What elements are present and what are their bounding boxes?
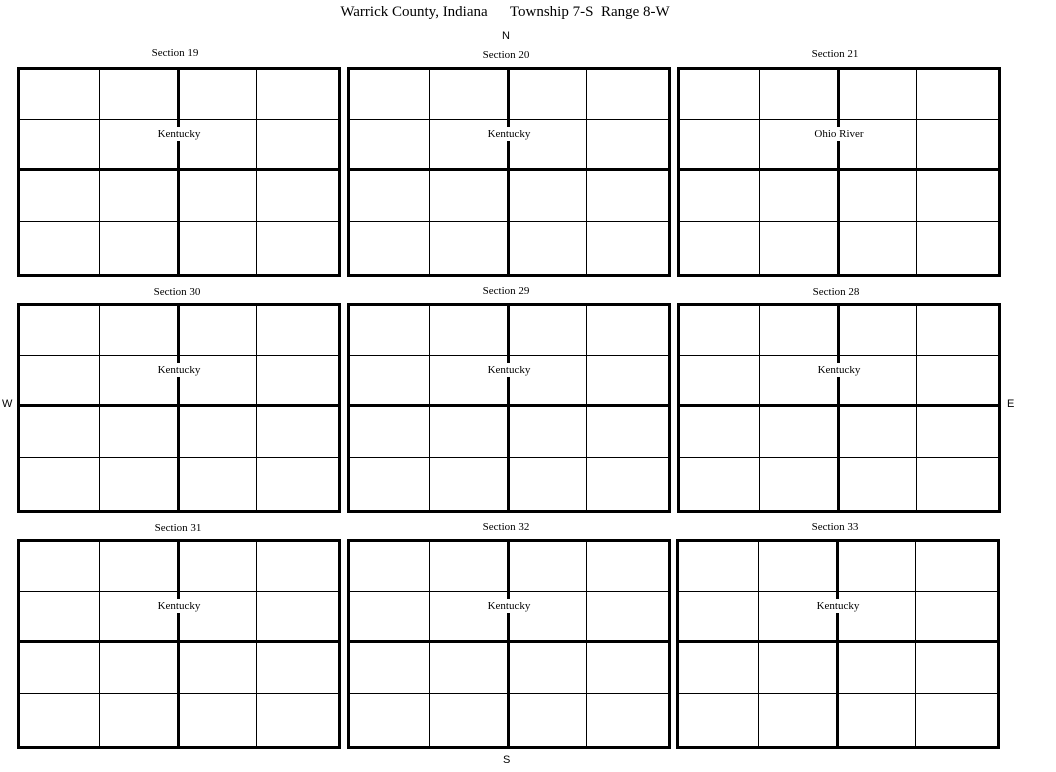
place-label: Kentucky	[814, 363, 865, 377]
section-grid-20	[347, 67, 671, 277]
section-label: Section 20	[482, 49, 530, 61]
place-label: Kentucky	[154, 127, 205, 141]
place-label: Kentucky	[154, 363, 205, 377]
section-label: Section 32	[482, 521, 530, 533]
section-grid-31	[17, 539, 341, 749]
section-label: Section 33	[811, 521, 859, 533]
section-label: Section 29	[482, 285, 530, 297]
section-grid-32	[347, 539, 671, 749]
section-label: Section 30	[153, 286, 201, 298]
section-label: Section 19	[151, 47, 199, 59]
place-label: Kentucky	[484, 363, 535, 377]
place-label: Ohio River	[810, 127, 867, 141]
compass-south: S	[503, 754, 511, 766]
section-grid-21	[677, 67, 1001, 277]
section-label: Section 31	[154, 522, 202, 534]
section-label: Section 28	[812, 286, 860, 298]
section-grid-29	[347, 303, 671, 513]
section-grid-33	[676, 539, 1000, 749]
section-grid-30	[17, 303, 341, 513]
section-grid-28	[677, 303, 1001, 513]
section-grid-19	[17, 67, 341, 277]
compass-north: N	[502, 30, 510, 42]
place-label: Kentucky	[154, 599, 205, 613]
place-label: Kentucky	[484, 599, 535, 613]
section-label: Section 21	[811, 48, 859, 60]
map-title: Warrick County, Indiana Township 7-S Range 8-W	[340, 4, 670, 20]
compass-east: E	[1007, 398, 1015, 410]
place-label: Kentucky	[484, 127, 535, 141]
place-label: Kentucky	[813, 599, 864, 613]
compass-west: W	[2, 398, 13, 410]
